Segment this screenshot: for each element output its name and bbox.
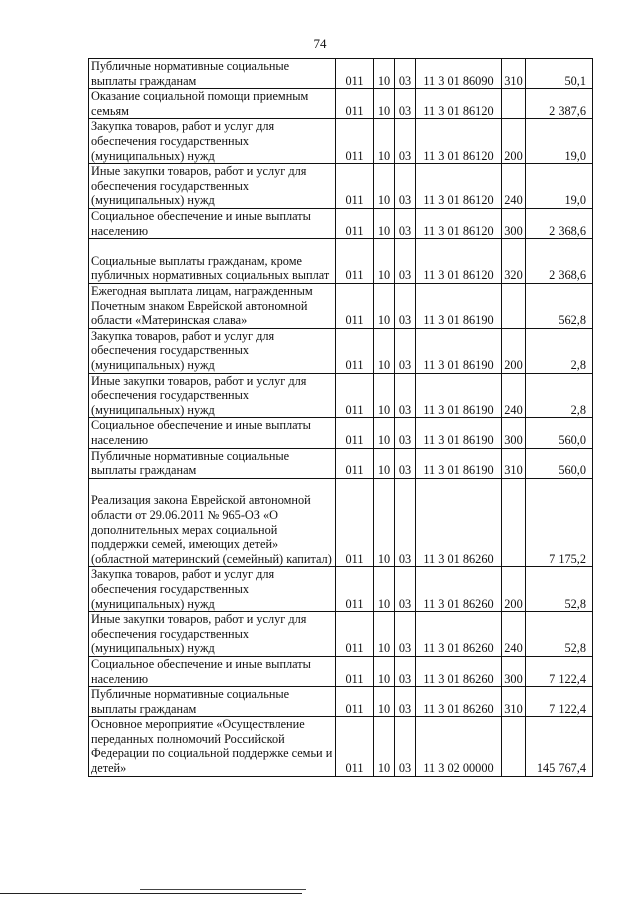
ministry-code: 011	[336, 687, 374, 717]
expense-type-code: 320	[502, 239, 526, 284]
table-row	[89, 119, 593, 164]
expense-type-code: 310	[502, 448, 526, 478]
row-description: Основное мероприятие «Осуществление переданных полномочий Российской Федерации по социальной поддержке семьи и детей»	[89, 717, 336, 776]
amount: 2,8	[526, 373, 593, 418]
subsection-code: 03	[395, 373, 416, 418]
amount: 2 387,6	[526, 89, 593, 119]
subsection-code: 03	[395, 283, 416, 328]
row-description: Закупка товаров, работ и услуг для обеспечения государственных (муниципальных) нужд	[89, 119, 336, 164]
program-code: 11 3 01 86120	[416, 119, 502, 164]
ministry-code: 011	[336, 478, 374, 567]
program-code: 11 3 01 86260	[416, 656, 502, 686]
expense-type-code: 240	[502, 164, 526, 209]
section-code: 10	[374, 239, 395, 284]
table-row	[89, 717, 593, 776]
page-number: 74	[313, 36, 327, 51]
footnote-separator	[0, 893, 302, 894]
amount: 7 122,4	[526, 656, 593, 686]
program-code: 11 3 02 00000	[416, 717, 502, 776]
expense-type-code: 310	[502, 59, 526, 89]
section-code: 10	[374, 328, 395, 373]
subsection-code: 03	[395, 687, 416, 717]
expense-type-code: 300	[502, 208, 526, 238]
ministry-code: 011	[336, 612, 374, 657]
amount: 2 368,6	[526, 239, 593, 284]
table-row	[89, 283, 593, 328]
row-description: Социальные выплаты гражданам, кроме публичных нормативных социальных выплат	[89, 239, 336, 284]
program-code: 11 3 01 86090	[416, 59, 502, 89]
ministry-code: 011	[336, 164, 374, 209]
row-description: Социальное обеспечение и иные выплаты населению	[89, 656, 336, 686]
ministry-code: 011	[336, 239, 374, 284]
expense-type-code: 300	[502, 656, 526, 686]
amount: 19,0	[526, 164, 593, 209]
table-row	[89, 164, 593, 209]
row-description: Закупка товаров, работ и услуг для обеспечения государственных (муниципальных) нужд	[89, 567, 336, 612]
table-row	[89, 478, 593, 567]
section-code: 10	[374, 89, 395, 119]
section-code: 10	[374, 164, 395, 209]
table-row	[89, 239, 593, 284]
table-row	[89, 328, 593, 373]
ministry-code: 011	[336, 567, 374, 612]
expense-type-code	[502, 89, 526, 119]
section-code: 10	[374, 567, 395, 612]
section-code: 10	[374, 283, 395, 328]
section-code: 10	[374, 717, 395, 776]
section-code: 10	[374, 119, 395, 164]
amount: 145 767,4	[526, 717, 593, 776]
subsection-code: 03	[395, 59, 416, 89]
amount: 562,8	[526, 283, 593, 328]
expense-type-code: 200	[502, 567, 526, 612]
ministry-code: 011	[336, 328, 374, 373]
expense-type-code	[502, 283, 526, 328]
expense-type-code: 300	[502, 418, 526, 448]
program-code: 11 3 01 86190	[416, 448, 502, 478]
program-code: 11 3 01 86260	[416, 478, 502, 567]
amount: 19,0	[526, 119, 593, 164]
amount: 50,1	[526, 59, 593, 89]
ministry-code: 011	[336, 656, 374, 686]
section-code: 10	[374, 478, 395, 567]
program-code: 11 3 01 86120	[416, 239, 502, 284]
table-row	[89, 208, 593, 238]
expense-type-code	[502, 478, 526, 567]
expense-type-code: 200	[502, 119, 526, 164]
subsection-code: 03	[395, 612, 416, 657]
section-code: 10	[374, 448, 395, 478]
program-code: 11 3 01 86260	[416, 567, 502, 612]
table-row	[89, 89, 593, 119]
expense-type-code: 310	[502, 687, 526, 717]
program-code: 11 3 01 86120	[416, 208, 502, 238]
program-code: 11 3 01 86190	[416, 373, 502, 418]
ministry-code: 011	[336, 717, 374, 776]
ministry-code: 011	[336, 448, 374, 478]
amount: 7 175,2	[526, 478, 593, 567]
table-row	[89, 448, 593, 478]
subsection-code: 03	[395, 448, 416, 478]
table-row	[89, 687, 593, 717]
subsection-code: 03	[395, 717, 416, 776]
amount: 52,8	[526, 612, 593, 657]
subsection-code: 03	[395, 418, 416, 448]
row-description: Закупка товаров, работ и услуг для обеспечения государственных (муниципальных) нужд	[89, 328, 336, 373]
table-row	[89, 567, 593, 612]
amount: 52,8	[526, 567, 593, 612]
ministry-code: 011	[336, 59, 374, 89]
amount: 2 368,6	[526, 208, 593, 238]
program-code: 11 3 01 86190	[416, 418, 502, 448]
section-code: 10	[374, 612, 395, 657]
section-code: 10	[374, 59, 395, 89]
row-description: Публичные нормативные социальные выплаты гражданам	[89, 687, 336, 717]
ministry-code: 011	[336, 373, 374, 418]
subsection-code: 03	[395, 328, 416, 373]
section-code: 10	[374, 656, 395, 686]
section-code: 10	[374, 418, 395, 448]
row-description: Ежегодная выплата лицам, награжденным Почетным знаком Еврейской автономной области «Материнская слава»	[89, 283, 336, 328]
expense-type-code: 240	[502, 373, 526, 418]
section-code: 10	[374, 373, 395, 418]
program-code: 11 3 01 86190	[416, 328, 502, 373]
table-row	[89, 373, 593, 418]
program-code: 11 3 01 86260	[416, 687, 502, 717]
ministry-code: 011	[336, 119, 374, 164]
footnote-separator-short	[140, 889, 306, 890]
expense-type-code: 240	[502, 612, 526, 657]
table-row	[89, 59, 593, 89]
amount: 560,0	[526, 448, 593, 478]
amount: 2,8	[526, 328, 593, 373]
row-description: Иные закупки товаров, работ и услуг для обеспечения государственных (муниципальных) нужд	[89, 373, 336, 418]
program-code: 11 3 01 86120	[416, 164, 502, 209]
row-description: Публичные нормативные социальные выплаты гражданам	[89, 59, 336, 89]
table-body	[89, 59, 593, 777]
subsection-code: 03	[395, 656, 416, 686]
ministry-code: 011	[336, 283, 374, 328]
subsection-code: 03	[395, 239, 416, 284]
row-description: Иные закупки товаров, работ и услуг для обеспечения государственных (муниципальных) нужд	[89, 164, 336, 209]
subsection-code: 03	[395, 567, 416, 612]
program-code: 11 3 01 86190	[416, 283, 502, 328]
ministry-code: 011	[336, 418, 374, 448]
table-row	[89, 612, 593, 657]
subsection-code: 03	[395, 164, 416, 209]
row-description: Оказание социальной помощи приемным семьям	[89, 89, 336, 119]
expense-type-code: 200	[502, 328, 526, 373]
table-row	[89, 418, 593, 448]
row-description: Иные закупки товаров, работ и услуг для обеспечения государственных (муниципальных) нужд	[89, 612, 336, 657]
amount: 560,0	[526, 418, 593, 448]
program-code: 11 3 01 86260	[416, 612, 502, 657]
subsection-code: 03	[395, 89, 416, 119]
amount: 7 122,4	[526, 687, 593, 717]
row-description: Реализация закона Еврейской автономной области от 29.06.2011 № 965-ОЗ «О дополнительных мерах социальной поддержки семей, имеющих детей» (областной материнский (семейный) капитал)	[89, 478, 336, 567]
ministry-code: 011	[336, 89, 374, 119]
row-description: Публичные нормативные социальные выплаты гражданам	[89, 448, 336, 478]
program-code: 11 3 01 86120	[416, 89, 502, 119]
expense-type-code	[502, 717, 526, 776]
section-code: 10	[374, 208, 395, 238]
table-row	[89, 656, 593, 686]
subsection-code: 03	[395, 478, 416, 567]
section-code: 10	[374, 687, 395, 717]
row-description: Социальное обеспечение и иные выплаты населению	[89, 418, 336, 448]
row-description: Социальное обеспечение и иные выплаты населению	[89, 208, 336, 238]
subsection-code: 03	[395, 208, 416, 238]
ministry-code: 011	[336, 208, 374, 238]
subsection-code: 03	[395, 119, 416, 164]
budget-table	[88, 58, 593, 777]
